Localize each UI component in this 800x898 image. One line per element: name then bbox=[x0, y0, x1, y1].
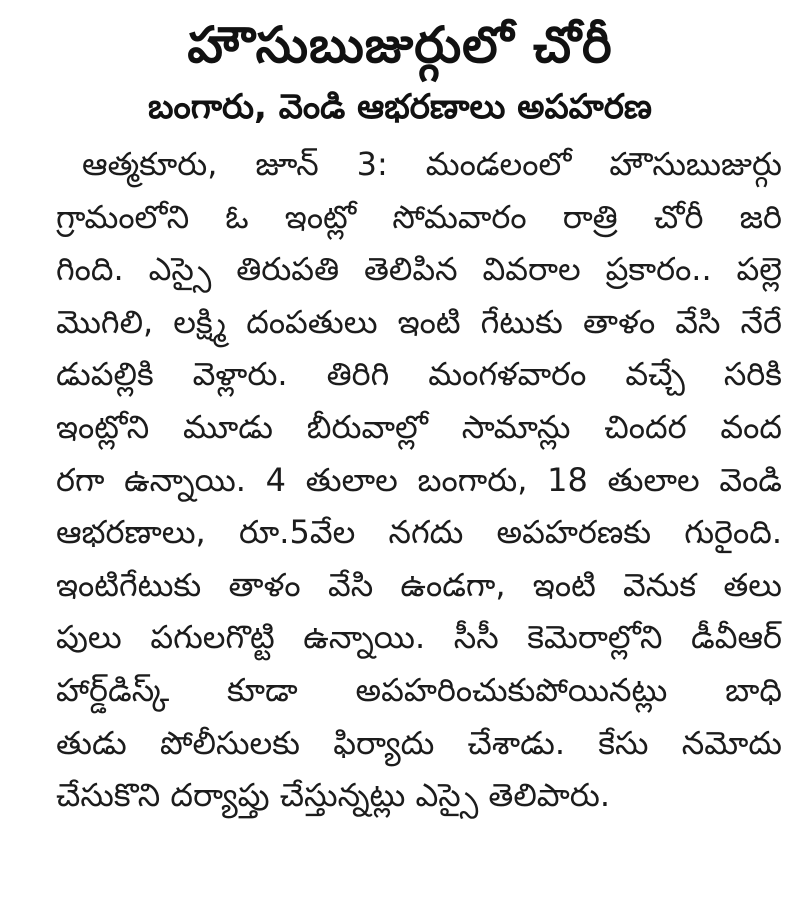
article-body bbox=[56, 138, 782, 822]
body-line: ఇంట్లోని మూడు బీరువాల్లో సామాన్లు చిందర వంద bbox=[56, 407, 782, 446]
body-line: ఆభరణాలు, రూ.5వేల నగదు అపహరణకు గురైంది. bbox=[56, 513, 782, 552]
body-line: డుపల్లికి వెళ్లారు. తిరిగి మంగళవారం వచ్చే సరికి bbox=[56, 355, 782, 394]
body-line: రగా ఉన్నాయి. 4 తులాల బంగారు, 18 తులాల వెండి bbox=[56, 460, 782, 499]
body-line: గింది. ఎస్సై తిరుపతి తెలిపిన వివరాల ప్రకారం.. పల్లె bbox=[56, 250, 782, 289]
body-line: ఇంటిగేటుకు తాళం వేసి ఉండగా, ఇంటి వెనుక తలు bbox=[56, 565, 782, 604]
body-line: హార్డ్‌డిస్క్ కూడా అపహరించుకుపోయినట్లు బాధి bbox=[56, 670, 782, 709]
body-line: గ్రామంలోని ఓ ఇంట్లో సోమవారం రాత్రి చోరీ జరి bbox=[56, 197, 782, 236]
body-line: మొగిలి, లక్ష్మి దంపతులు ఇంటి గేటుకు తాళం వేసి నేరే bbox=[56, 302, 782, 341]
body-line: చేసుకొని దర్యాప్తు చేస్తున్నట్లు ఎస్సై తెలిపారు. bbox=[56, 776, 610, 815]
body-line: పులు పగులగొట్టి ఉన్నాయి. సీసీ కెమెరాల్లోని డీవీఆర్ bbox=[56, 618, 782, 657]
headline: హౌసుబుజుర్గులో చోరీ bbox=[187, 16, 613, 74]
body-line: తుడు పోలీసులకు ఫిర్యాదు చేశాడు. కేసు నమోదు bbox=[56, 723, 782, 762]
body-line: ఆత్మకూరు, జూన్ 3: మండలంలో హౌసుబుజుర్గు bbox=[82, 145, 782, 183]
subheadline: బంగారు, వెండి ఆభరణాలు అపహరణ bbox=[148, 87, 652, 127]
